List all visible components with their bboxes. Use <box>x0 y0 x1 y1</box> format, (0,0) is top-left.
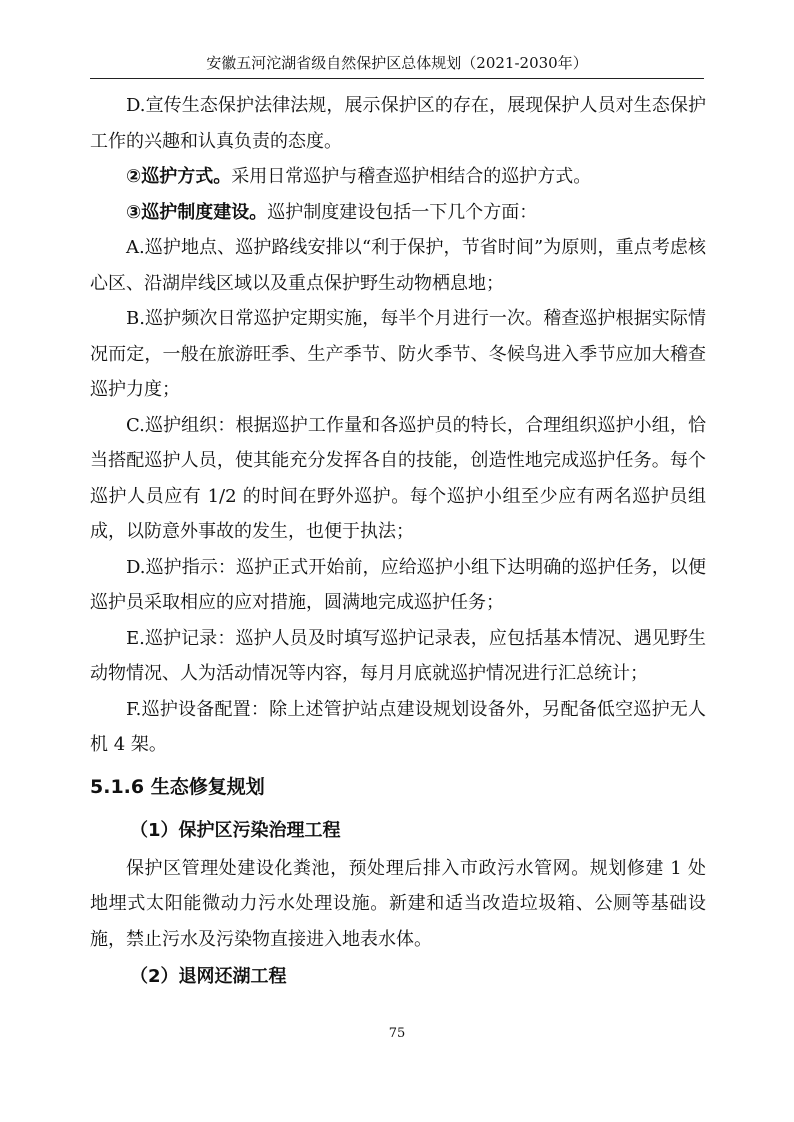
paragraph-patrol-instruction: D.巡护指示：巡护正式开始前，应给巡护小组下达明确的巡护任务，以便巡护员采取相应的应对措施，圆满地完成巡护任务； <box>90 556 706 613</box>
paragraph-patrol-organization: C.巡护组织：根据巡护工作量和各巡护员的特长，合理组织巡护小组，恰当搭配巡护人员，使其能充分发挥各自的技能，创造性地完成巡护任务。每个巡护人员应有 1/2 的时间在野外巡护。每个巡护小组至少应有两名巡护员组成，以防意外事故的发生，也便于执法； <box>90 414 706 542</box>
patrol-method-lead: ②巡护方式。 <box>126 166 232 187</box>
running-header: 安徽五河沱湖省级自然保护区总体规划（2021-2030年） <box>90 52 704 79</box>
subsection-heading-pollution: （1）保护区污染治理工程 <box>130 819 341 841</box>
subsection-heading-net-removal: （2）退网还湖工程 <box>130 966 287 987</box>
paragraph-patrol-record: E.巡护记录：巡护人员及时填写巡护记录表，应包括基本情况、遇见野生动物情况、人为活动情况等内容，每月月底就巡护情况进行汇总统计； <box>90 627 706 684</box>
paragraph-pollution-control: 保护区管理处建设化粪池，预处理后排入市政污水管网。规划修建 1 处地埋式太阳能微动力污水处理设施。新建和适当改造垃圾箱、公厕等基础设施，禁止污水及污染物直接进入地表水体。 <box>90 857 706 950</box>
patrol-method-text: 采用日常巡护与稽查巡护相结合的巡护方式。 <box>231 166 592 187</box>
paragraph-patrol-equipment: F.巡护设备配置：除上述管护站点建设规划设备外，另配备低空巡护无人机 4 架。 <box>90 698 706 755</box>
paragraph-publicity: D.宣传生态保护法律法规，展示保护区的存在，展现保护人员对生态保护工作的兴趣和认真负责的态度。 <box>90 95 706 152</box>
page-body <box>90 88 706 997</box>
paragraph-patrol-system <box>90 195 706 231</box>
page-number: 75 <box>388 1026 406 1041</box>
patrol-system-text: 巡护制度建设包括一下几个方面： <box>267 201 538 223</box>
paragraph-patrol-location: A.巡护地点、巡护路线安排以“利于保护，节省时间”为原则，重点考虑核心区、沿湖岸线区域以及重点保护野生动物栖息地； <box>90 237 706 294</box>
paragraph-patrol-frequency: B.巡护频次日常巡护定期实施，每半个月进行一次。稽查巡护根据实际情况而定，一般在旅游旺季、生产季节、防火季节、冬候鸟进入季节应加大稽查巡护力度； <box>90 308 706 400</box>
patrol-system-lead: ③巡护制度建设。 <box>126 201 268 223</box>
section-heading: 5.1.6 生态修复规划 <box>90 775 265 798</box>
paragraph-patrol-method <box>90 159 706 195</box>
